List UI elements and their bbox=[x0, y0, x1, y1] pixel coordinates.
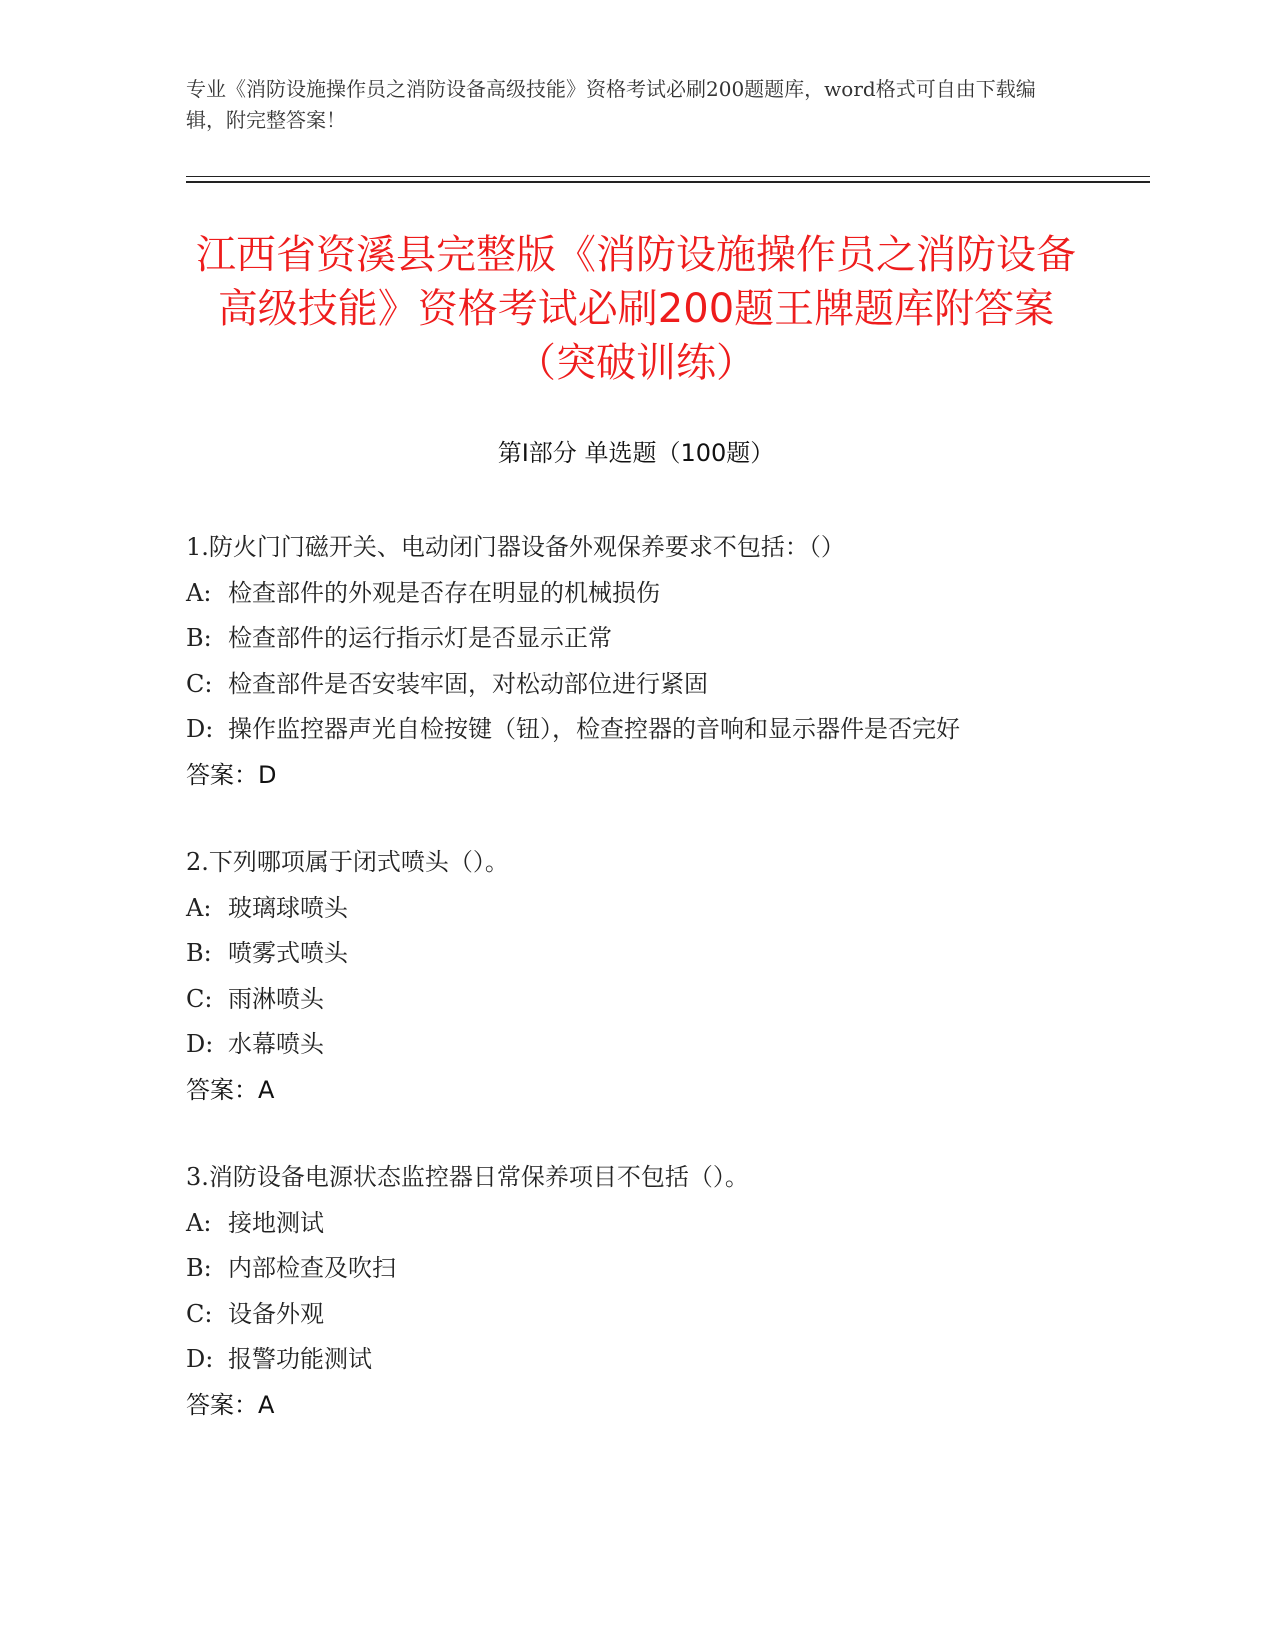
option-c bbox=[186, 662, 1066, 708]
option-label: A: bbox=[186, 1208, 212, 1237]
option-label: B: bbox=[186, 939, 212, 967]
option-text: 水幕喷头 bbox=[228, 1030, 324, 1058]
option-text: 设备外观 bbox=[228, 1299, 324, 1328]
question-stem: 2.下列哪项属于闭式喷头（）。 bbox=[186, 848, 509, 876]
question-list bbox=[186, 525, 1066, 1470]
header-rule-thick bbox=[186, 181, 1150, 183]
option-text: 操作监控器声光自检按键（钮），检查控器的音响和显示器件是否完好 bbox=[228, 715, 960, 743]
option-text: 玻璃球喷头 bbox=[228, 893, 348, 922]
answer-prefix: 答案： bbox=[186, 1390, 258, 1419]
option-text: 喷雾式喷头 bbox=[228, 939, 348, 967]
document-title: 江西省资溪县完整版《消防设施操作员之消防设备高级技能》资格考试必刷200题王牌题库附答案（突破训练） bbox=[196, 232, 1076, 386]
option-c bbox=[186, 1292, 1066, 1338]
option-b bbox=[186, 616, 1066, 662]
option-label: C: bbox=[186, 669, 213, 698]
question-stem: 3.消防设备电源状态监控器日常保养项目不包括（）。 bbox=[186, 1163, 749, 1191]
answer-line bbox=[186, 1068, 1066, 1114]
option-label: A: bbox=[186, 578, 212, 607]
option-c bbox=[186, 977, 1066, 1023]
answer-prefix: 答案： bbox=[186, 1075, 258, 1104]
option-label: D: bbox=[186, 715, 214, 743]
answer-line bbox=[186, 753, 1066, 799]
question-item bbox=[186, 1155, 1066, 1428]
option-d bbox=[186, 707, 1066, 753]
option-a bbox=[186, 571, 1066, 617]
answer-line bbox=[186, 1383, 1066, 1429]
option-b bbox=[186, 931, 1066, 977]
option-text: 接地测试 bbox=[228, 1208, 324, 1237]
option-label: B: bbox=[186, 624, 212, 652]
header-rule-thin bbox=[186, 176, 1150, 177]
option-label: B: bbox=[186, 1254, 212, 1282]
option-a bbox=[186, 886, 1066, 932]
question-stem: 1.防火门门磁开关、电动闭门器设备外观保养要求不包括：（） bbox=[186, 533, 845, 561]
option-text: 内部检查及吹扫 bbox=[228, 1254, 396, 1282]
answer-value: A bbox=[258, 1390, 275, 1419]
option-label: C: bbox=[186, 1299, 213, 1328]
option-d bbox=[186, 1022, 1066, 1068]
question-item bbox=[186, 840, 1066, 1113]
option-text: 检查部件的外观是否存在明显的机械损伤 bbox=[228, 578, 660, 607]
answer-prefix: 答案： bbox=[186, 760, 258, 789]
answer-value: A bbox=[258, 1075, 275, 1104]
option-text: 检查部件的运行指示灯是否显示正常 bbox=[228, 624, 612, 652]
option-text: 雨淋喷头 bbox=[228, 984, 324, 1013]
option-d bbox=[186, 1337, 1066, 1383]
answer-value: D bbox=[258, 760, 277, 789]
option-text: 检查部件是否安装牢固，对松动部位进行紧固 bbox=[228, 669, 708, 698]
header-note: 专业《消防设施操作员之消防设备高级技能》资格考试必刷200题题库，word格式可自由下载编辑，附完整答案！ bbox=[186, 77, 1036, 132]
option-label: A: bbox=[186, 893, 212, 922]
question-item bbox=[186, 525, 1066, 798]
option-label: D: bbox=[186, 1030, 214, 1058]
option-label: C: bbox=[186, 984, 213, 1013]
option-b bbox=[186, 1246, 1066, 1292]
option-text: 报警功能测试 bbox=[228, 1345, 372, 1373]
option-label: D: bbox=[186, 1345, 214, 1373]
section-heading: 第Ⅰ部分 单选题（100题） bbox=[497, 439, 775, 467]
option-a bbox=[186, 1201, 1066, 1247]
